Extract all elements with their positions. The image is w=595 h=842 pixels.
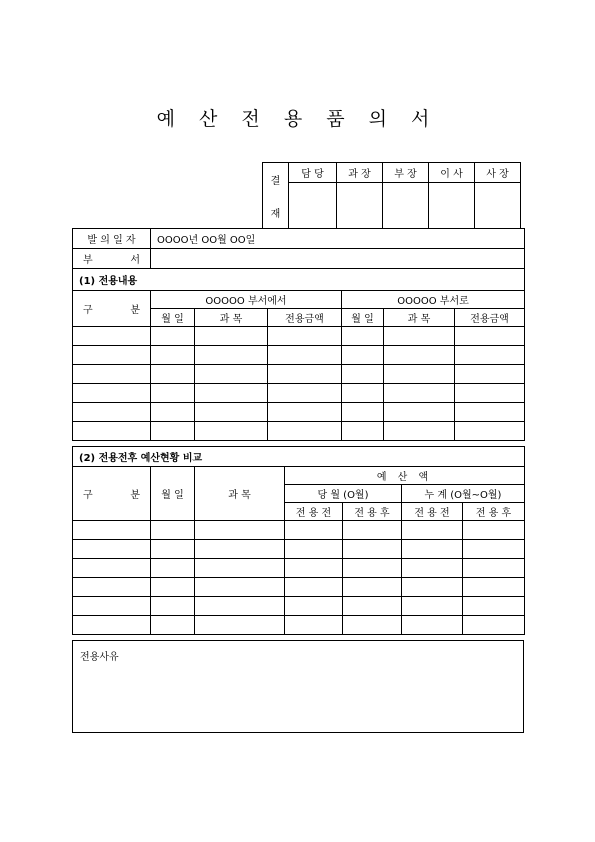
entry-cell[interactable] <box>455 365 525 384</box>
entry-cell[interactable] <box>342 365 384 384</box>
date-field[interactable]: OOOO년 OO월 OO일 <box>151 229 525 249</box>
entry-cell[interactable] <box>195 597 285 616</box>
entry-cell[interactable] <box>73 327 151 346</box>
entry-cell[interactable] <box>402 521 463 540</box>
entry-cell[interactable] <box>268 422 342 441</box>
reason-box[interactable] <box>72 640 524 733</box>
entry-cell[interactable] <box>384 403 455 422</box>
entry-cell[interactable] <box>73 384 151 403</box>
entry-cell[interactable] <box>195 346 268 365</box>
table-row <box>73 346 525 365</box>
col-amount: 전용금액 <box>455 309 525 327</box>
table-row <box>73 597 525 616</box>
document-title: 예 산 전 용 품 의 서 <box>156 108 439 130</box>
entry-cell[interactable] <box>402 540 463 559</box>
col-amount: 전용금액 <box>268 309 342 327</box>
department-field[interactable] <box>151 249 525 269</box>
category-label: 구 분 <box>73 291 151 327</box>
entry-cell[interactable] <box>384 384 455 403</box>
entry-cell[interactable] <box>463 597 525 616</box>
table-row <box>73 327 525 346</box>
section2-title: (2) 전용전후 예산현황 비교 <box>73 447 525 467</box>
entry-cell[interactable] <box>384 365 455 384</box>
approval-label: 결 재 <box>263 163 289 229</box>
col-date: 월 일 <box>151 467 195 521</box>
entry-cell[interactable] <box>73 422 151 441</box>
date-label: 발 의 일 자 <box>73 229 151 249</box>
entry-cell[interactable] <box>342 346 384 365</box>
signature-box[interactable] <box>429 183 475 229</box>
entry-cell[interactable] <box>285 597 343 616</box>
entry-cell[interactable] <box>455 346 525 365</box>
entry-cell[interactable] <box>463 559 525 578</box>
entry-cell[interactable] <box>268 365 342 384</box>
approval-table <box>262 162 521 229</box>
entry-cell[interactable] <box>342 384 384 403</box>
entry-cell[interactable] <box>343 559 402 578</box>
table-row <box>73 616 525 635</box>
col-date: 월 일 <box>342 309 384 327</box>
entry-cell[interactable] <box>463 578 525 597</box>
entry-cell[interactable] <box>73 521 151 540</box>
after-header: 전 용 후 <box>463 503 525 521</box>
entry-cell[interactable] <box>73 578 151 597</box>
entry-cell[interactable] <box>151 346 195 365</box>
section1-title: (1) 전용내용 <box>73 269 525 291</box>
before-header: 전 용 전 <box>402 503 463 521</box>
entry-cell[interactable] <box>463 540 525 559</box>
before-header: 전 용 전 <box>285 503 343 521</box>
entry-cell[interactable] <box>195 403 268 422</box>
entry-cell[interactable] <box>402 559 463 578</box>
entry-cell[interactable] <box>455 403 525 422</box>
entry-cell[interactable] <box>402 597 463 616</box>
table-row <box>73 403 525 422</box>
entry-cell[interactable] <box>463 521 525 540</box>
role-staff: 담 당 <box>289 163 337 183</box>
entry-cell[interactable] <box>343 597 402 616</box>
entry-cell[interactable] <box>285 540 343 559</box>
entry-cell[interactable] <box>73 616 151 635</box>
entry-cell[interactable] <box>195 327 268 346</box>
table-row <box>73 540 525 559</box>
entry-cell[interactable] <box>268 384 342 403</box>
table-row <box>73 521 525 540</box>
role-director: 부 장 <box>383 163 429 183</box>
entry-cell[interactable] <box>73 597 151 616</box>
entry-cell[interactable] <box>73 346 151 365</box>
table-row <box>73 578 525 597</box>
entry-cell[interactable] <box>195 422 268 441</box>
current-month-header: 당 월 (O월) <box>285 485 402 503</box>
entry-cell[interactable] <box>285 616 343 635</box>
table-row <box>73 365 525 384</box>
transfer-table <box>72 228 525 441</box>
entry-cell[interactable] <box>342 422 384 441</box>
table-row <box>73 559 525 578</box>
category-label: 구 분 <box>73 467 151 521</box>
signature-box[interactable] <box>475 183 521 229</box>
entry-cell[interactable] <box>384 422 455 441</box>
table-row <box>73 422 525 441</box>
entry-cell[interactable] <box>151 365 195 384</box>
cumulative-header: 누 계 (O월~O월) <box>402 485 525 503</box>
role-manager: 과 장 <box>337 163 383 183</box>
table-row <box>73 384 525 403</box>
entry-cell[interactable] <box>151 597 195 616</box>
entry-cell[interactable] <box>151 578 195 597</box>
entry-cell[interactable] <box>151 403 195 422</box>
entry-cell[interactable] <box>195 365 268 384</box>
entry-cell[interactable] <box>195 521 285 540</box>
entry-cell[interactable] <box>195 384 268 403</box>
entry-cell[interactable] <box>343 578 402 597</box>
entry-cell[interactable] <box>73 540 151 559</box>
entry-cell[interactable] <box>73 559 151 578</box>
entry-cell[interactable] <box>285 578 343 597</box>
entry-cell[interactable] <box>402 578 463 597</box>
entry-cell[interactable] <box>268 327 342 346</box>
col-subject: 과 목 <box>384 309 455 327</box>
entry-cell[interactable] <box>151 327 195 346</box>
entry-cell[interactable] <box>343 616 402 635</box>
entry-cell[interactable] <box>195 559 285 578</box>
col-subject: 과 목 <box>195 467 285 521</box>
entry-cell[interactable] <box>268 403 342 422</box>
entry-cell[interactable] <box>151 616 195 635</box>
signature-box[interactable] <box>337 183 383 229</box>
signature-box[interactable] <box>289 183 337 229</box>
entry-cell[interactable] <box>463 616 525 635</box>
entry-cell[interactable] <box>151 521 195 540</box>
entry-cell[interactable] <box>151 422 195 441</box>
entry-cell[interactable] <box>195 540 285 559</box>
entry-cell[interactable] <box>342 327 384 346</box>
col-date: 월 일 <box>151 309 195 327</box>
from-dept-header: OOOOO 부서에서 <box>151 291 342 309</box>
entry-cell[interactable] <box>402 616 463 635</box>
entry-cell[interactable] <box>285 521 343 540</box>
entry-cell[interactable] <box>285 559 343 578</box>
after-header: 전 용 후 <box>343 503 402 521</box>
comparison-table <box>72 446 525 635</box>
reason-label: 전용사유 <box>80 652 119 663</box>
role-executive: 이 사 <box>429 163 475 183</box>
entry-cell[interactable] <box>151 540 195 559</box>
entry-cell[interactable] <box>343 540 402 559</box>
signature-box[interactable] <box>383 183 429 229</box>
entry-cell[interactable] <box>343 521 402 540</box>
entry-cell[interactable] <box>73 365 151 384</box>
department-label: 부 서 <box>73 249 151 269</box>
entry-cell[interactable] <box>384 327 455 346</box>
entry-cell[interactable] <box>195 616 285 635</box>
entry-cell[interactable] <box>455 384 525 403</box>
entry-cell[interactable] <box>384 346 455 365</box>
entry-cell[interactable] <box>268 346 342 365</box>
budget-header: 예 산 액 <box>285 467 525 485</box>
to-dept-header: OOOOO 부서로 <box>342 291 525 309</box>
entry-cell[interactable] <box>455 327 525 346</box>
entry-cell[interactable] <box>455 422 525 441</box>
entry-cell[interactable] <box>151 384 195 403</box>
entry-cell[interactable] <box>195 578 285 597</box>
entry-cell[interactable] <box>151 559 195 578</box>
entry-cell[interactable] <box>73 403 151 422</box>
col-subject: 과 목 <box>195 309 268 327</box>
entry-cell[interactable] <box>342 403 384 422</box>
role-president: 사 장 <box>475 163 521 183</box>
